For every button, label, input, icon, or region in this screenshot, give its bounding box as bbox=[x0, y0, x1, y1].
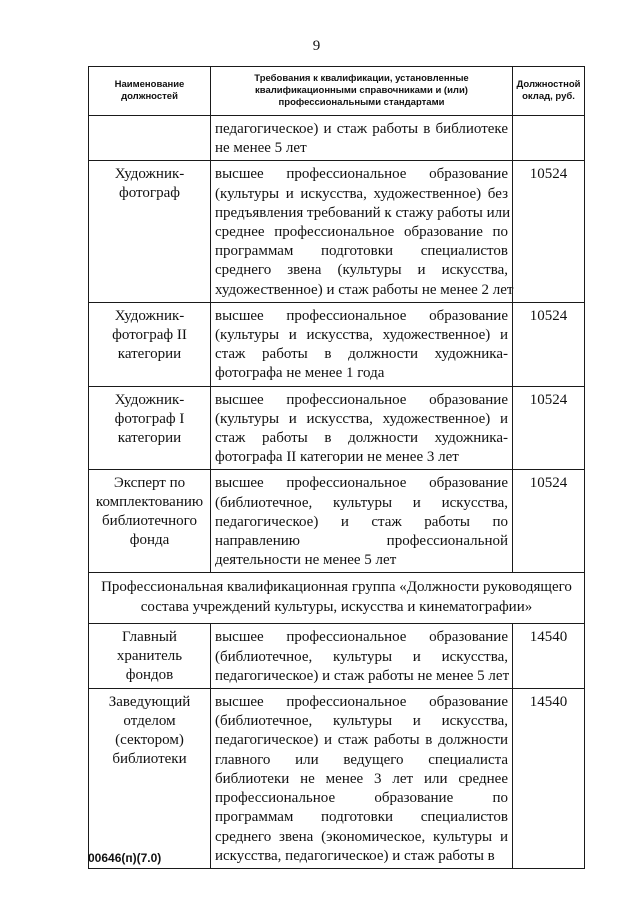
position-name-cell bbox=[89, 116, 211, 161]
requirements-line: деятельности не менее 5 лет bbox=[215, 552, 397, 569]
table-row bbox=[89, 302, 585, 386]
position-name-cell: Главный хранитель фондов bbox=[89, 624, 211, 689]
requirements-line: педагогическое) и стаж работы в должности bbox=[215, 732, 508, 749]
requirements-line: программам подготовки специалистов bbox=[215, 809, 508, 826]
requirements-line: не менее 5 лет bbox=[215, 140, 307, 157]
requirements-line: педагогическое) и стаж работы по bbox=[215, 513, 508, 530]
header-position-name: Наименование должностей bbox=[89, 67, 211, 116]
requirements-line: среднего звена (экономическое, культуры и bbox=[215, 828, 508, 845]
requirements-line: стаж работы в должности художника- bbox=[215, 430, 508, 447]
requirements-line: (культуры и искусства, художественное) и bbox=[215, 327, 508, 344]
header-salary: Должностной оклад, руб. bbox=[513, 67, 585, 116]
requirements-cell bbox=[211, 470, 513, 573]
requirements-line: среднее профессиональное образование по bbox=[215, 224, 508, 241]
table-row bbox=[89, 470, 585, 573]
requirements-line: фотографа II категории не менее 3 лет bbox=[215, 449, 459, 466]
document-code: 00646(п)(7.0) bbox=[88, 851, 162, 865]
table-row bbox=[89, 161, 585, 302]
requirements-line: художественное) и стаж работы не менее 2 лет bbox=[215, 281, 514, 298]
salary-cell: 10524 bbox=[513, 386, 585, 470]
qualification-salary-table bbox=[88, 66, 585, 869]
table-row bbox=[89, 624, 585, 689]
requirements-cell bbox=[211, 302, 513, 386]
salary-cell: 14540 bbox=[513, 689, 585, 869]
page-number: 9 bbox=[312, 38, 321, 54]
salary-cell: 14540 bbox=[513, 624, 585, 689]
salary-cell: 10524 bbox=[513, 302, 585, 386]
requirements-cell bbox=[211, 689, 513, 869]
requirements-line: программам подготовки специалистов bbox=[215, 243, 508, 260]
requirements-line: (культуры и искусства, художественное) и bbox=[215, 410, 508, 427]
requirements-line: (библиотечное, культуры и искусства, bbox=[215, 713, 508, 730]
requirements-line: высшее профессиональное образование bbox=[215, 391, 508, 408]
salary-cell: 10524 bbox=[513, 161, 585, 302]
salary-cell: 10524 bbox=[513, 470, 585, 573]
requirements-line: высшее профессиональное образование bbox=[215, 166, 508, 183]
group-title-row bbox=[89, 573, 585, 624]
table-row bbox=[89, 689, 585, 869]
requirements-line: высшее профессиональное образование bbox=[215, 694, 508, 711]
position-name-cell: Художник-фотограф I категории bbox=[89, 386, 211, 470]
position-name-cell: Художник-фотограф II категории bbox=[89, 302, 211, 386]
requirements-line: (библиотечное, культуры и искусства, bbox=[215, 494, 508, 511]
table-row bbox=[89, 116, 585, 161]
requirements-line: высшее профессиональное образование bbox=[215, 307, 508, 324]
requirements-line: предъявления требований к стажу работы или bbox=[215, 204, 511, 221]
requirements-cell bbox=[211, 116, 513, 161]
salary-cell bbox=[513, 116, 585, 161]
table-row bbox=[89, 386, 585, 470]
requirements-cell bbox=[211, 161, 513, 302]
requirements-line: педагогическое) и стаж работы в библиотеке bbox=[215, 121, 508, 137]
requirements-line: направлению профессиональной bbox=[215, 533, 508, 550]
position-name-cell: Художник-фотограф bbox=[89, 161, 211, 302]
position-name-cell: Заведующий отделом (сектором) библиотеки bbox=[89, 689, 211, 869]
requirements-line: высшее профессиональное образование bbox=[215, 475, 508, 492]
requirements-line: искусства, педагогическое) и стаж работы в bbox=[215, 847, 495, 864]
requirements-line: фотографа не менее 1 года bbox=[215, 365, 385, 382]
requirements-line: среднего звена (культуры и искусства, bbox=[215, 262, 508, 279]
requirements-line: библиотеки не менее 3 лет или среднее bbox=[215, 770, 508, 787]
requirements-line: педагогическое) и стаж работы не менее 5 лет bbox=[215, 667, 510, 684]
position-name-cell: Эксперт по комплектованию библиотечного фонда bbox=[89, 470, 211, 573]
requirements-cell bbox=[211, 624, 513, 689]
requirements-cell bbox=[211, 386, 513, 470]
header-requirements: Требования к квалификации, установленные квалификационными справочниками и (или) профессиональными стандартами bbox=[211, 67, 513, 116]
requirements-line: стаж работы в должности художника- bbox=[215, 346, 508, 363]
requirements-line: профессиональное образование по bbox=[215, 790, 508, 807]
requirements-line: высшее профессиональное образование bbox=[215, 629, 508, 646]
table-header-row bbox=[89, 67, 585, 116]
qualification-group-title: Профессиональная квалификационная группа «Должности руководящего состава учреждений культуры, искусства и кинематографии» bbox=[89, 573, 585, 624]
requirements-line: (культуры и искусства, художественное) без bbox=[215, 185, 508, 202]
requirements-line: (библиотечное, культуры и искусства, bbox=[215, 648, 508, 665]
requirements-line: главного или ведущего специалиста bbox=[215, 751, 508, 768]
